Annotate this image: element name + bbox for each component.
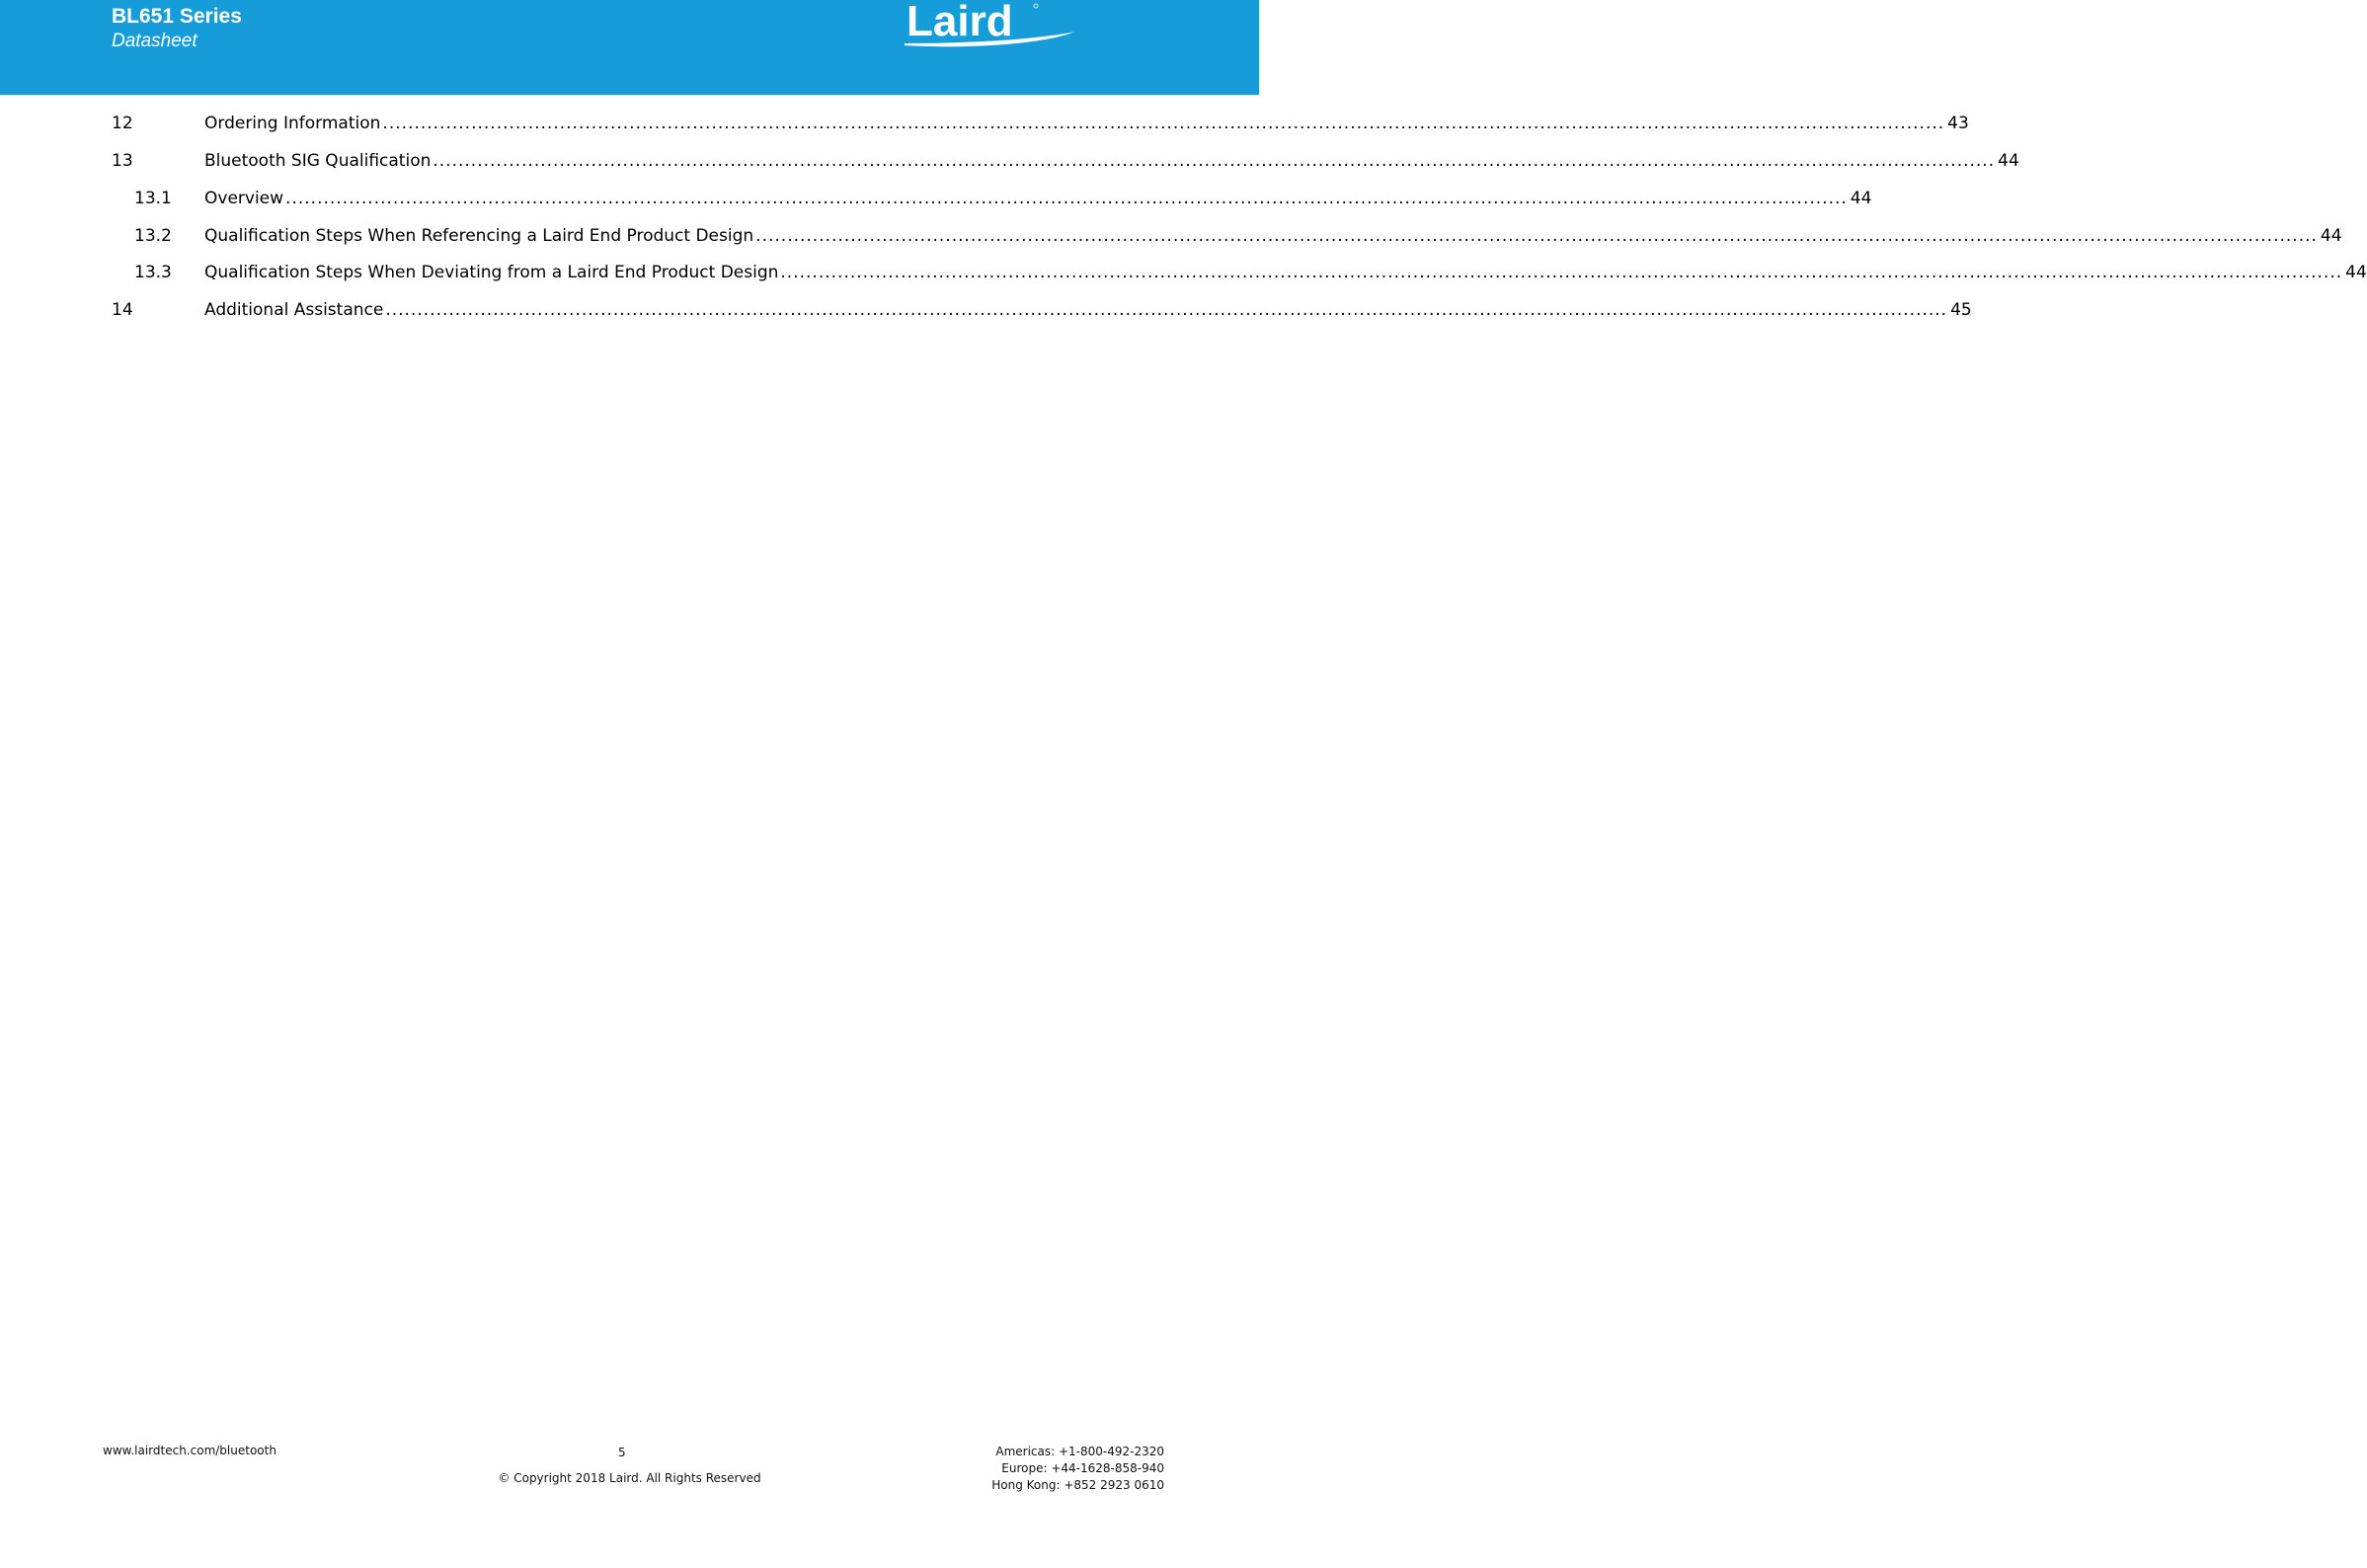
laird-logo <box>901 0 1098 55</box>
toc-entry[interactable] <box>0 258 2367 287</box>
toc-entry-title: Ordering Information <box>204 114 381 133</box>
toc-leader-dots: ....................................................................................................................................................................................................................................................... <box>382 114 1945 133</box>
series-title: BL651 Series <box>112 5 242 28</box>
toc-entry-page: 43 <box>1947 114 1969 133</box>
footer-page-number: 5 <box>618 1446 626 1459</box>
contact-americas: Americas: +1-800-492-2320 <box>995 1445 1164 1458</box>
toc-entry-number: 13 <box>112 151 133 171</box>
toc-entry-number: 13.3 <box>134 263 172 282</box>
toc-leader-dots: ....................................................................................................................................................................................................................................................... <box>385 300 1948 320</box>
toc-leader-dots: ....................................................................................................................................................................................................................................................... <box>780 263 2343 282</box>
footer-copyright: © Copyright 2018 Laird. All Rights Reserved <box>498 1471 761 1485</box>
toc-leader-dots: ....................................................................................................................................................................................................................................................... <box>755 226 2318 246</box>
toc-entry-title: Qualification Steps When Referencing a Laird End Product Design <box>204 226 754 246</box>
toc-entry-page: 44 <box>2320 226 2342 246</box>
toc-entry-page: 44 <box>1850 189 1872 208</box>
toc-entry-number: 13.2 <box>134 226 172 246</box>
toc-entry-page: 44 <box>2345 263 2367 282</box>
document-type: Datasheet <box>112 31 197 51</box>
toc-entry[interactable] <box>0 109 1969 138</box>
toc-entry-title: Qualification Steps When Deviating from a Laird End Product Design <box>204 263 779 282</box>
contact-europe: Europe: +44-1628-858-940 <box>1001 1461 1164 1475</box>
footer-website-link[interactable]: www.lairdtech.com/bluetooth <box>103 1444 276 1457</box>
toc-entry[interactable] <box>0 146 2019 176</box>
toc-entry-number: 13.1 <box>134 189 172 208</box>
toc-leader-dots: ....................................................................................................................................................................................................................................................... <box>433 151 1996 171</box>
toc-entry-title: Overview <box>204 189 284 208</box>
header-band <box>0 0 1259 95</box>
toc-entry-page: 44 <box>1998 151 2019 171</box>
toc-entry[interactable] <box>0 184 1872 213</box>
toc-entry-number: 12 <box>112 114 133 133</box>
footer-contacts <box>991 1444 1164 1494</box>
toc-entry-page: 45 <box>1950 300 1972 320</box>
toc-entry-title: Bluetooth SIG Qualification <box>204 151 432 171</box>
toc-leader-dots: ....................................................................................................................................................................................................................................................... <box>285 189 1848 208</box>
toc-entry-number: 14 <box>112 300 133 320</box>
logo-wordmark: Laird <box>907 0 1013 45</box>
page-footer <box>0 1432 1259 1501</box>
toc-entry[interactable] <box>0 221 2342 251</box>
contact-hong-kong: Hong Kong: +852 2923 0610 <box>991 1478 1164 1492</box>
toc-entry-title: Additional Assistance <box>204 300 384 320</box>
toc-entry[interactable] <box>0 295 1972 325</box>
